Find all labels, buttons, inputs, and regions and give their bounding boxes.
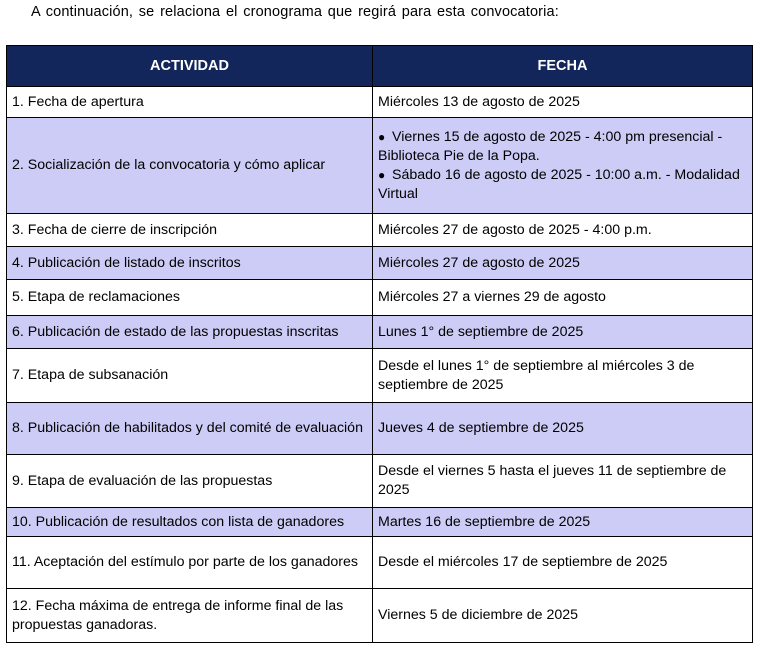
date-cell: Desde el lunes 1° de septiembre al miércoles 3 de septiembre de 2025: [373, 349, 753, 403]
date-cell: Jueves 4 de septiembre de 2025: [373, 403, 753, 455]
bullet-icon: ●: [378, 167, 386, 182]
table-row: [7, 589, 753, 643]
table-row: [7, 87, 753, 118]
date-cell: Miércoles 27 a viernes 29 de agosto: [373, 280, 753, 316]
date-bullet-list: [378, 128, 747, 204]
activity-cell: 6. Publicación de estado de las propuestas inscritas: [7, 316, 373, 349]
date-cell: Lunes 1° de septiembre de 2025: [373, 316, 753, 349]
activity-cell: 2. Socialización de la convocatoria y cómo aplicar: [7, 118, 373, 214]
table-row: [7, 455, 753, 508]
activity-cell: 9. Etapa de evaluación de las propuestas: [7, 455, 373, 508]
date-cell: Miércoles 27 de agosto de 2025: [373, 247, 753, 280]
activity-cell: 4. Publicación de listado de inscritos: [7, 247, 373, 280]
date-cell: Desde el miércoles 17 de septiembre de 2025: [373, 537, 753, 589]
activity-cell: 7. Etapa de subsanación: [7, 349, 373, 403]
schedule-table: [6, 45, 753, 643]
table-row: [7, 349, 753, 403]
activity-cell: 10. Publicación de resultados con lista de ganadores: [7, 508, 373, 537]
date-cell: Miércoles 27 de agosto de 2025 - 4:00 p.m.: [373, 214, 753, 247]
date-cell: Miércoles 13 de agosto de 2025: [373, 87, 753, 118]
table-row: [7, 537, 753, 589]
activity-cell: 11. Aceptación del estímulo por parte de los ganadores: [7, 537, 373, 589]
table-header-row: [7, 46, 753, 87]
date-bullet-item: ● Sábado 16 de agosto de 2025 - 10:00 a.m. - Modalidad Virtual: [378, 166, 740, 202]
table-row: [7, 508, 753, 537]
date-cell: [373, 118, 753, 214]
table-row: [7, 118, 753, 214]
header-activity: ACTIVIDAD: [7, 46, 373, 87]
date-cell: Viernes 5 de diciembre de 2025: [373, 589, 753, 643]
activity-cell: 3. Fecha de cierre de inscripción: [7, 214, 373, 247]
table-row: [7, 247, 753, 280]
table-row: [7, 280, 753, 316]
table-row: [7, 403, 753, 455]
date-bullet-item: ● Viernes 15 de agosto de 2025 - 4:00 pm presencial - Biblioteca Pie de la Popa.: [378, 128, 723, 164]
header-date: FECHA: [373, 46, 753, 87]
activity-cell: 1. Fecha de apertura: [7, 87, 373, 118]
bullet-icon: ●: [378, 129, 386, 144]
table-row: [7, 316, 753, 349]
table-row: [7, 214, 753, 247]
date-cell: Desde el viernes 5 hasta el jueves 11 de septiembre de 2025: [373, 455, 753, 508]
date-cell: Martes 16 de septiembre de 2025: [373, 508, 753, 537]
activity-cell: 5. Etapa de reclamaciones: [7, 280, 373, 316]
intro-text: A continuación, se relaciona el cronograma que regirá para esta convocatoria:: [31, 4, 559, 20]
activity-cell: 12. Fecha máxima de entrega de informe final de las propuestas ganadoras.: [7, 589, 373, 643]
activity-cell: 8. Publicación de habilitados y del comité de evaluación: [7, 403, 373, 455]
